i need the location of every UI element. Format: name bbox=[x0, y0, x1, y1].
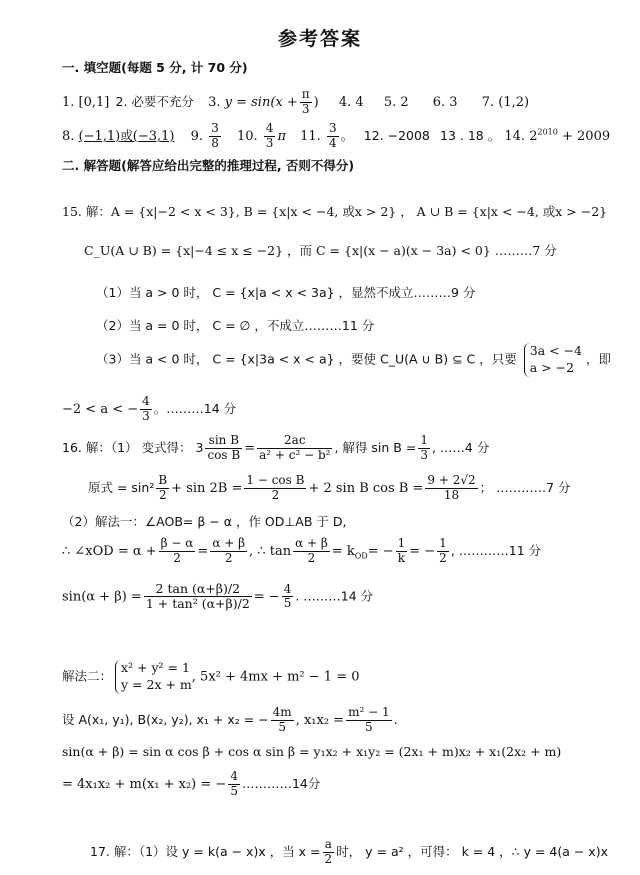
answer-10-num: 4 bbox=[265, 121, 274, 135]
q16-l4-mid3: = − bbox=[367, 543, 394, 559]
q16-l2-f2d: 2 bbox=[271, 487, 280, 502]
q16-l9-post: …………14分 bbox=[241, 775, 321, 791]
answer-1-value: [0,1] bbox=[78, 94, 110, 110]
q15-case-2: （2）当 a = 0 时， C = ∅ ，不成立………11 分 bbox=[96, 318, 375, 333]
q15-case-3-system bbox=[524, 343, 582, 377]
q15-conclusion-post: 。………14 分 bbox=[153, 400, 237, 416]
q17-l1-fn: a bbox=[323, 838, 335, 853]
answer-3-den: 3 bbox=[301, 101, 310, 116]
q16-l4-mid: , ∴ tan bbox=[249, 543, 292, 559]
answer-9-fraction bbox=[209, 122, 221, 151]
q15-conclusion-pre: −2 < a < − bbox=[62, 401, 139, 417]
q16-l1-f3n: 1 bbox=[420, 433, 428, 447]
answer-3-num: π bbox=[301, 87, 310, 101]
q15-case-3-post: ，即 bbox=[586, 351, 612, 367]
q15-conclusion-fraction bbox=[140, 395, 152, 424]
answer-6: 6. 3 bbox=[432, 94, 458, 110]
q16-l4-pre: ∴ ∠xOD = α + bbox=[62, 543, 157, 559]
q16-l4-f1n: β − α bbox=[160, 536, 194, 550]
q16-l6-pre: 解法二： bbox=[62, 668, 113, 684]
answer-9-den: 8 bbox=[211, 135, 219, 150]
q16-l4-f5d: 2 bbox=[439, 550, 447, 565]
answer-9-label: 9. bbox=[190, 128, 204, 144]
q16-l7-f1d: 5 bbox=[278, 719, 286, 734]
q16-l6-eq-1: x² + y² = 1 bbox=[121, 660, 190, 675]
q16-l9-pre: = 4x₁x₂ + m(x₁ + x₂) = − bbox=[62, 776, 227, 792]
answer-10-label: 10. bbox=[236, 128, 258, 144]
q16-l1-f1d: cos B bbox=[207, 447, 241, 462]
answer-14-post: + 2009 bbox=[562, 128, 611, 144]
section-solutions-heading: 二. 解答题(解答应给出完整的推理过程, 否则不得分) bbox=[62, 158, 355, 173]
q16-l5-post: . ………14 分 bbox=[295, 588, 374, 604]
q16-l4-f4n: 1 bbox=[397, 536, 406, 550]
q16-l4-mid4: = − bbox=[409, 543, 436, 559]
answer-2: 2. 必要不充分 bbox=[115, 93, 194, 109]
q17-l1-pre: 17. 解：（1）设 y = k(a − x)x ，当 x = bbox=[90, 843, 321, 859]
q16-l6-system bbox=[115, 660, 192, 694]
q15-case-1: （1）当 a > 0 时， C = {x|a < x < 3a} ，显然不成立………9 分 bbox=[96, 285, 476, 300]
q16-l1-frac-1 bbox=[205, 434, 242, 463]
q16-l4-frac-3 bbox=[293, 537, 330, 566]
q15-conclusion-num: 4 bbox=[142, 394, 150, 408]
answer-11-post: 。 bbox=[340, 128, 354, 144]
q16-l4-f3d: 2 bbox=[307, 550, 316, 565]
answer-13: 13 . 18 。 bbox=[440, 127, 501, 143]
answer-8-or: 或 bbox=[120, 127, 133, 143]
q16-l4-frac-2 bbox=[210, 537, 247, 566]
q16-l5-eq: = − bbox=[253, 589, 280, 605]
q16-l4-f2d: 2 bbox=[224, 550, 233, 565]
q16-line-8: sin(α + β) = sin α cos β + cos α sin β = y₁x₂ + x₁y₂ = (2x₁ + m)x₂ + x₁(2x₂ + m) bbox=[62, 744, 562, 759]
q16-l2-frac-2 bbox=[244, 474, 306, 503]
q16-line-7 bbox=[62, 706, 398, 735]
q16-l2-pre: 原式 = sin² bbox=[88, 479, 155, 495]
q16-l1-post: , ……4 分 bbox=[431, 439, 490, 455]
q16-l2-post: ； …………7 分 bbox=[479, 479, 571, 495]
answer-11-den: 4 bbox=[328, 135, 337, 150]
answer-9-num: 3 bbox=[211, 121, 219, 135]
q16-l4-sub: OD bbox=[354, 551, 368, 561]
fill-answers-row-1 bbox=[62, 88, 529, 117]
q16-l1-f2n: 2ac bbox=[257, 434, 332, 449]
q16-l4-frac-1 bbox=[159, 537, 196, 566]
q16-l4-f2n: α + β bbox=[212, 536, 246, 550]
answer-3-fraction bbox=[300, 88, 312, 117]
answer-7-value: (1,2) bbox=[498, 94, 530, 110]
q16-line-4 bbox=[62, 537, 541, 566]
answer-4: 4. 4 bbox=[338, 94, 364, 110]
answer-3-value-post: ) bbox=[313, 94, 319, 110]
q15-case-3 bbox=[96, 343, 611, 377]
q16-l4-frac-5 bbox=[437, 537, 449, 566]
q16-l7-mid: , x₁x₂ = bbox=[295, 712, 345, 728]
q16-l4-eq1: = bbox=[197, 543, 209, 559]
q16-line-5 bbox=[62, 582, 373, 612]
q16-line-6 bbox=[62, 660, 360, 694]
section-fill-in-heading: 一. 填空题(每题 5 分, 计 70 分) bbox=[62, 60, 248, 75]
q16-l4-f5n: 1 bbox=[439, 536, 447, 550]
q16-l7-post: . bbox=[393, 712, 398, 728]
q15-conclusion bbox=[62, 395, 236, 424]
q16-l4-frac-4 bbox=[396, 537, 408, 566]
answer-10-post: π bbox=[277, 128, 286, 144]
q15-line-1: 15. 解：A = {x|−2 < x < 3}, B = {x|x < −4, 或x > 2} ， A ∪ B = {x|x < −4, 或x > −2} bbox=[62, 204, 608, 219]
q16-l9-fd: 5 bbox=[230, 783, 238, 798]
q15-system-eq-1: 3a < −4 bbox=[529, 343, 583, 358]
q16-l7-frac-2 bbox=[346, 706, 392, 735]
answer-3-value-pre: y = sin(x + bbox=[224, 94, 298, 110]
answer-14-label: 14. bbox=[504, 128, 526, 144]
q16-l7-f2d: 5 bbox=[365, 719, 373, 734]
answer-7-label: 7. bbox=[481, 94, 495, 110]
page-title: 参考答案 bbox=[277, 28, 362, 50]
answer-11-label: 11. bbox=[300, 128, 321, 144]
q16-l9-fn: 4 bbox=[230, 769, 238, 783]
q16-l5-frac-main bbox=[144, 582, 252, 612]
q15-line-2: C_U(A ∪ B) = {x|−4 ≤ x ≤ −2} ，而 C = {x|(x − a)(x − 3a) < 0} ………7 分 bbox=[84, 243, 557, 258]
q16-l9-frac bbox=[228, 770, 240, 799]
q17-line-1 bbox=[90, 838, 608, 867]
q17-l1-post: 时， y = a² ，可得： k = 4 ，∴ y = 4(a − x)x bbox=[336, 843, 608, 859]
q16-l2-f1d: 2 bbox=[158, 487, 167, 502]
answer-8-value-2: (−3,1) bbox=[132, 128, 175, 144]
q16-l1-eq: = bbox=[244, 440, 256, 456]
answer-1-label: 1. bbox=[62, 94, 75, 110]
q15-case-3-pre: （3）当 a < 0 时， C = {x|3a < x < a} ，要使 C_U(A ∪ B) ⊆ C ，只要 bbox=[96, 351, 517, 367]
q16-l6-eq-2: y = 2x + m bbox=[121, 676, 192, 692]
answer-10-fraction bbox=[264, 122, 276, 151]
q16-l4-post: , …………11 分 bbox=[450, 542, 542, 558]
q16-l4-f3n: α + β bbox=[295, 536, 328, 550]
q16-l5-frac-res bbox=[282, 583, 294, 612]
q16-l5-num: 2 tan (α+β)/2 bbox=[144, 582, 252, 597]
q16-l6-post: , 5x² + 4mx + m² − 1 = 0 bbox=[191, 669, 360, 685]
q16-l7-pre: 设 A(x₁, y₁), B(x₂, y₂), x₁ + x₂ = − bbox=[62, 711, 269, 727]
q16-line-3: （2）解法一：∠AOB= β − α ，作 OD⊥AB 于 D, bbox=[62, 514, 347, 529]
q16-l5-den: 1 + tan² (α+β)/2 bbox=[145, 596, 250, 612]
answer-10-den: 3 bbox=[265, 135, 274, 150]
q16-l7-f1n: 4m bbox=[272, 705, 292, 719]
answer-5: 5. 2 bbox=[383, 94, 409, 110]
q16-line-1 bbox=[62, 434, 489, 463]
q16-l2-f2n: 1 − cos B bbox=[246, 473, 305, 487]
q16-l2-f1n: B bbox=[158, 473, 168, 487]
q17-l1-fd: 2 bbox=[324, 851, 333, 866]
answer-12: 12. −2008 bbox=[363, 127, 430, 143]
q16-line-9 bbox=[62, 770, 320, 799]
answer-11-num: 3 bbox=[328, 121, 337, 135]
q16-l5-pre: sin(α + β) = bbox=[62, 589, 142, 605]
q16-line-2 bbox=[88, 474, 571, 503]
q15-system-eq-2: a > −2 bbox=[529, 359, 575, 375]
q15-conclusion-den: 3 bbox=[142, 408, 150, 423]
q16-l2-mid2: + 2 sin B cos B = bbox=[308, 480, 424, 496]
q16-l1-pre: 16. 解：（1） 变式得： 3 bbox=[62, 439, 204, 455]
q16-l1-f1n: sin B bbox=[205, 434, 242, 449]
q17-l1-frac bbox=[323, 838, 335, 867]
answer-14-exponent: 2010 bbox=[537, 127, 558, 137]
q16-l2-frac-1 bbox=[156, 474, 169, 503]
q16-l2-frac-3 bbox=[425, 474, 477, 503]
q16-l1-frac-2 bbox=[257, 434, 332, 463]
answer-3-label: 3. bbox=[208, 94, 221, 110]
q16-l7-frac-1 bbox=[271, 706, 294, 735]
q16-l1-f3d: 3 bbox=[420, 447, 428, 462]
q16-l2-mid1: + sin 2B = bbox=[171, 480, 243, 496]
q16-l1-frac-3 bbox=[418, 434, 430, 463]
fill-answers-row-2 bbox=[62, 122, 610, 151]
q16-l1-mid: , 解得 sin B = bbox=[334, 439, 417, 455]
answer-14-base: 2 bbox=[529, 128, 538, 144]
q16-l2-f3n: 9 + 2√2 bbox=[427, 473, 476, 487]
q16-l2-f3d: 18 bbox=[443, 487, 460, 502]
q16-l4-f1d: 2 bbox=[173, 550, 181, 565]
q16-l4-mid2: = k bbox=[331, 543, 355, 559]
answer-8-value-1: (−1,1) bbox=[78, 128, 121, 144]
q16-l4-f4d: k bbox=[397, 550, 406, 565]
q16-l5-fn: 4 bbox=[283, 581, 292, 596]
answer-11-fraction bbox=[327, 122, 339, 151]
q16-l7-f2n: m² − 1 bbox=[348, 705, 390, 719]
q16-l5-fd: 5 bbox=[283, 596, 292, 611]
answer-8-label: 8. bbox=[62, 128, 75, 144]
q16-l1-f2d: a² + c² − b² bbox=[259, 447, 331, 462]
